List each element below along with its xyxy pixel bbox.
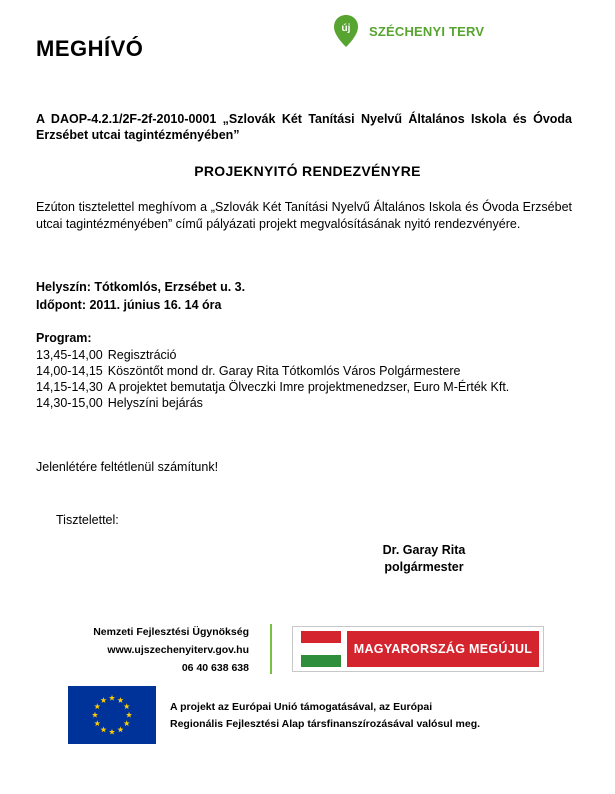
signature-name: Dr. Garay Rita (382, 543, 466, 557)
agency-url: www.ujszechenyiterv.gov.hu (107, 644, 249, 656)
program-item-text: Köszöntőt mond dr. Garay Rita Tótkomlós Város Polgármestere (107, 364, 461, 378)
footer-divider (270, 624, 272, 674)
closing-note: Jelenlétére feltétlenül számítunk! (36, 460, 219, 474)
agency-block (93, 623, 249, 677)
banner-label: MAGYARORSZÁG MEGÚJUL (347, 631, 539, 667)
program-item (36, 363, 572, 379)
program-item-text: Helyszíni bejárás (107, 396, 203, 410)
program-item-time: 14,15-14,30 (36, 380, 103, 394)
agency-phone: 06 40 638 638 (181, 662, 249, 674)
document-reference: A DAOP-4.2.1/2F-2f-2010-0001 „Szlovák Két Tanítási Nyelvű Általános Iskola és Óvoda Erzsébet utcai tagintézményében” (36, 112, 572, 142)
program-item-time: 14,00-14,15 (36, 364, 103, 378)
event-time: Időpont: 2011. június 16. 14 óra (36, 298, 222, 312)
program-item (36, 395, 572, 411)
logo-brand: SZÉCHENYI TERV (369, 24, 485, 39)
eu-funding-line: A projekt az Európai Unió támogatásával, az Európai (170, 701, 433, 713)
intro-paragraph: Ezúton tisztelettel meghívom a „Szlovák Két Tanítási Nyelvű Általános Iskola és Óvoda Erzsébet utcai tagintézményében” című pályázati projekt megvalósításának nyitó rendezvényére. (36, 200, 572, 231)
signature-role: polgármester (384, 560, 464, 574)
event-subtitle: PROJEKNYITÓ RENDEZVÉNYRE (194, 163, 421, 179)
logo-mark: új (341, 23, 351, 34)
agency-name: Nemzeti Fejlesztési Ügynökség (93, 626, 249, 638)
program-item-text: A projektet bemutatja Ölveczki Imre projektmenedzser, Euro M-Érték Kft. (107, 380, 510, 394)
program-item-time: 13,45-14,00 (36, 348, 103, 362)
program-item-time: 14,30-15,00 (36, 396, 103, 410)
eu-funding-note (170, 699, 570, 733)
hungarian-flag-icon (301, 631, 341, 667)
page-title: MEGHÍVÓ (36, 36, 144, 61)
program-heading: Program: (36, 331, 92, 345)
szechenyi-terv-logo (333, 14, 508, 54)
program-item (36, 347, 572, 363)
eu-funding-line: Regionális Fejlesztési Alap társfinanszírozásával valósul meg. (170, 718, 481, 730)
regards: Tisztelettel: (56, 513, 119, 527)
program-item-text: Regisztráció (107, 348, 177, 362)
event-location: Helyszín: Tótkomlós, Erzsébet u. 3. (36, 280, 246, 294)
program-list (36, 347, 572, 411)
program-item (36, 379, 572, 395)
eu-flag-icon (68, 686, 156, 744)
magyarorszag-megujul-banner (292, 626, 544, 672)
